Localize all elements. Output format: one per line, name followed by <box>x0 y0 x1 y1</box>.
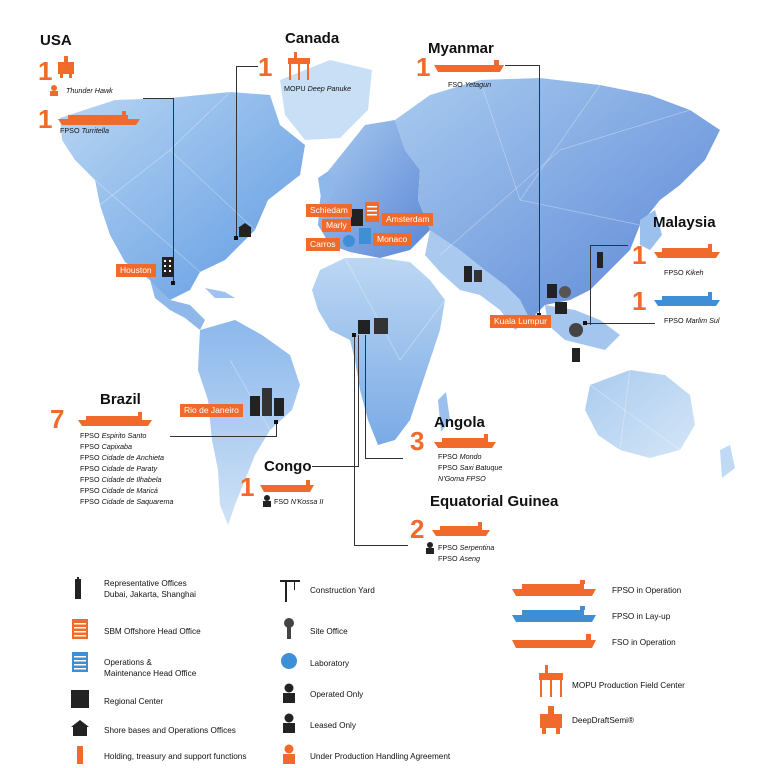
region-usa-count-1: 1 <box>38 56 53 86</box>
region-angola-asset-0: FPSO Mondo <box>438 452 482 461</box>
legend-holding-label: Holding, treasury and support functions <box>104 752 247 761</box>
region-brazil-asset-0: FPSO Espirito Santo <box>80 431 147 440</box>
se-asia-icons <box>566 320 586 364</box>
legend-fso-operation-label: FSO in Operation <box>612 638 676 647</box>
europe-laboratory-icon <box>342 234 356 248</box>
legend-site-office-label: Site Office <box>310 627 348 636</box>
city-label-amsterdam[interactable]: Amsterdam <box>382 213 433 226</box>
leased-only-icon <box>262 495 272 507</box>
legend-mopu-label: MOPU Production Field Center <box>572 681 685 690</box>
region-malaysia-asset-kikeh: FPSO Kikeh <box>664 268 704 277</box>
fpso-operation-icon <box>654 244 720 258</box>
fpso-layup-icon <box>654 292 720 306</box>
brazil-connector-dot <box>274 420 278 424</box>
legend-laboratory-label: Laboratory <box>310 659 350 668</box>
canada-connector-h <box>236 66 258 67</box>
legend-representative-label: Representative Offices Dubai, Jakarta, Shanghai <box>104 579 196 599</box>
brazil-connector-h <box>170 436 276 437</box>
region-eqg-asset-0: FPSO Serpentina <box>438 543 495 552</box>
region-brazil-asset-4: FPSO Cidade de Ilhabela <box>80 475 162 484</box>
region-brazil-asset-6: FPSO Cidade de Saquarema <box>80 497 174 506</box>
fpso-operation-icon <box>58 111 140 125</box>
canada-connector-v <box>236 66 237 238</box>
leased-only-legend-icon <box>281 713 297 733</box>
site-office-icon <box>280 617 298 639</box>
region-malaysia-count-1: 1 <box>632 240 647 270</box>
region-brazil-name: Brazil <box>100 391 141 408</box>
malaysia-connector-1-h <box>590 245 628 246</box>
operated-only-legend-icon <box>281 683 297 703</box>
myanmar-connector-v <box>539 65 540 315</box>
region-congo-name: Congo <box>264 458 312 475</box>
region-brazil-count: 7 <box>50 404 65 434</box>
region-canada-name: Canada <box>285 30 340 47</box>
region-myanmar-asset: FSO Yetagun <box>448 80 492 89</box>
region-malaysia-count-2: 1 <box>632 286 647 316</box>
legend-shore-bases-label: Shore bases and Operations Offices <box>104 726 236 735</box>
eqg-connector-v <box>354 335 355 546</box>
rio-icons <box>248 384 288 420</box>
representative-office-icon <box>72 577 84 599</box>
city-label-schiedam[interactable]: Schiedam <box>306 204 352 217</box>
legend-fpso-layup-label: FPSO in Lay-up <box>612 612 671 621</box>
construction-yard-icon <box>280 578 300 602</box>
legend-fpso-operation-label: FPSO in Operation <box>612 586 682 595</box>
fso-operation-legend-icon <box>512 634 596 648</box>
usa-connector-h <box>143 98 173 99</box>
malaysia-connector-2-h <box>585 323 655 324</box>
region-eqg-asset-1: FPSO Aseng <box>438 554 480 563</box>
region-angola-name: Angola <box>434 414 485 431</box>
myanmar-connector-h <box>505 65 539 66</box>
legend-leased-only-label: Leased Only <box>310 721 356 730</box>
europe-head-office-icon <box>363 200 381 222</box>
new-zealand-shape <box>720 445 735 478</box>
holding-icon <box>74 744 86 764</box>
region-usa-name: USA <box>40 32 72 49</box>
legend-head-office-label: SBM Offshore Head Office <box>104 627 201 636</box>
congo-connector-h <box>312 466 358 467</box>
region-usa-asset-thunder-hawk: Thunder Hawk <box>66 86 113 95</box>
usa-connector-dot <box>171 281 175 285</box>
region-eqg-name: Equatorial Guinea <box>430 493 559 510</box>
fso-operation-icon <box>260 480 314 492</box>
region-malaysia-name: Malaysia <box>653 214 716 231</box>
region-angola-count: 3 <box>410 426 425 456</box>
fpso-operation-icon <box>432 522 490 536</box>
city-label-monaco[interactable]: Monaco <box>373 233 411 246</box>
operated-only-icon <box>425 542 435 554</box>
region-usa-count-2: 1 <box>38 104 53 134</box>
region-congo-count: 1 <box>240 472 255 502</box>
region-brazil-asset-3: FPSO Cidade de Paraty <box>80 464 158 473</box>
region-myanmar-name: Myanmar <box>428 40 494 57</box>
japan-representative-office-icon <box>595 250 605 268</box>
region-angola-asset-1: FPSO Saxi Batuque <box>438 463 503 472</box>
fpso-operation-icon <box>78 412 152 426</box>
laboratory-icon <box>279 652 299 670</box>
region-canada-asset: MOPU Deep Panuke <box>284 84 352 93</box>
legend-deepdraft-label: DeepDraftSemi® <box>572 716 635 725</box>
city-label-kuala-lumpur[interactable]: Kuala Lumpur <box>490 315 551 328</box>
deepdraft-semi-icon <box>56 56 76 78</box>
mopu-legend-icon <box>535 665 567 697</box>
fpso-layup-legend-icon <box>512 606 596 622</box>
middle-east-icons <box>462 264 484 284</box>
om-head-office-icon <box>70 650 90 672</box>
region-canada-count: 1 <box>258 52 273 82</box>
malaysia-connector-1-v <box>590 245 591 325</box>
congo-connector-v <box>358 335 359 467</box>
eqg-connector-h <box>354 545 408 546</box>
head-office-icon <box>70 617 90 639</box>
legend-om-head-office-label: Operations & Maintenance Head Office <box>104 658 197 678</box>
city-label-rio[interactable]: Rio de Janeiro <box>180 404 243 417</box>
africa-shape <box>312 258 445 445</box>
under-production-handling-icon <box>48 84 60 96</box>
region-brazil-asset-5: FPSO Cidade de Maricá <box>80 486 158 495</box>
legend-regional-center-label: Regional Center <box>104 697 164 706</box>
houston-regional-center-icon <box>160 255 176 277</box>
deepdraft-legend-icon <box>538 706 564 734</box>
caribbean-shape <box>205 288 235 298</box>
city-label-carros[interactable]: Carros <box>306 238 340 251</box>
region-malaysia-asset-marlim-sul: FPSO Marlim Sul <box>664 316 720 325</box>
australia-shape <box>585 370 695 458</box>
canada-shore-base-icon <box>238 223 252 237</box>
city-label-houston[interactable]: Houston <box>116 264 156 277</box>
region-angola-asset-2: N'Goma FPSO <box>438 474 486 483</box>
angola-connector-v <box>365 335 366 459</box>
region-brazil-asset-1: FPSO Capixaba <box>80 442 132 451</box>
region-eqg-count: 2 <box>410 514 425 544</box>
mopu-icon <box>284 52 314 80</box>
fpso-operation-legend-icon <box>512 580 596 596</box>
angola-connector-h <box>365 458 403 459</box>
region-congo-asset: FSO N'Kossa II <box>274 497 324 506</box>
uph-agreement-icon <box>281 744 297 764</box>
brazil-connector-v <box>276 422 277 437</box>
legend-construction-yard-label: Construction Yard <box>310 586 375 595</box>
shore-base-icon <box>71 720 89 736</box>
region-myanmar-count: 1 <box>416 52 431 82</box>
legend-operated-only-label: Operated Only <box>310 690 364 699</box>
region-brazil-asset-2: FPSO Cidade de Anchieta <box>80 453 165 462</box>
legend-uph-label: Under Production Handling Agreement <box>310 752 451 761</box>
region-usa-asset-turritella: FPSO Turritella <box>60 126 110 135</box>
regional-center-icon <box>70 688 90 708</box>
city-label-marly[interactable]: Marly <box>322 219 351 232</box>
europe-regional-center-icon <box>350 208 364 226</box>
fpso-operation-icon <box>434 434 496 448</box>
europe-om-head-office-icon <box>358 226 372 244</box>
fso-operation-icon <box>434 60 504 72</box>
west-africa-shore-icons <box>356 316 392 336</box>
